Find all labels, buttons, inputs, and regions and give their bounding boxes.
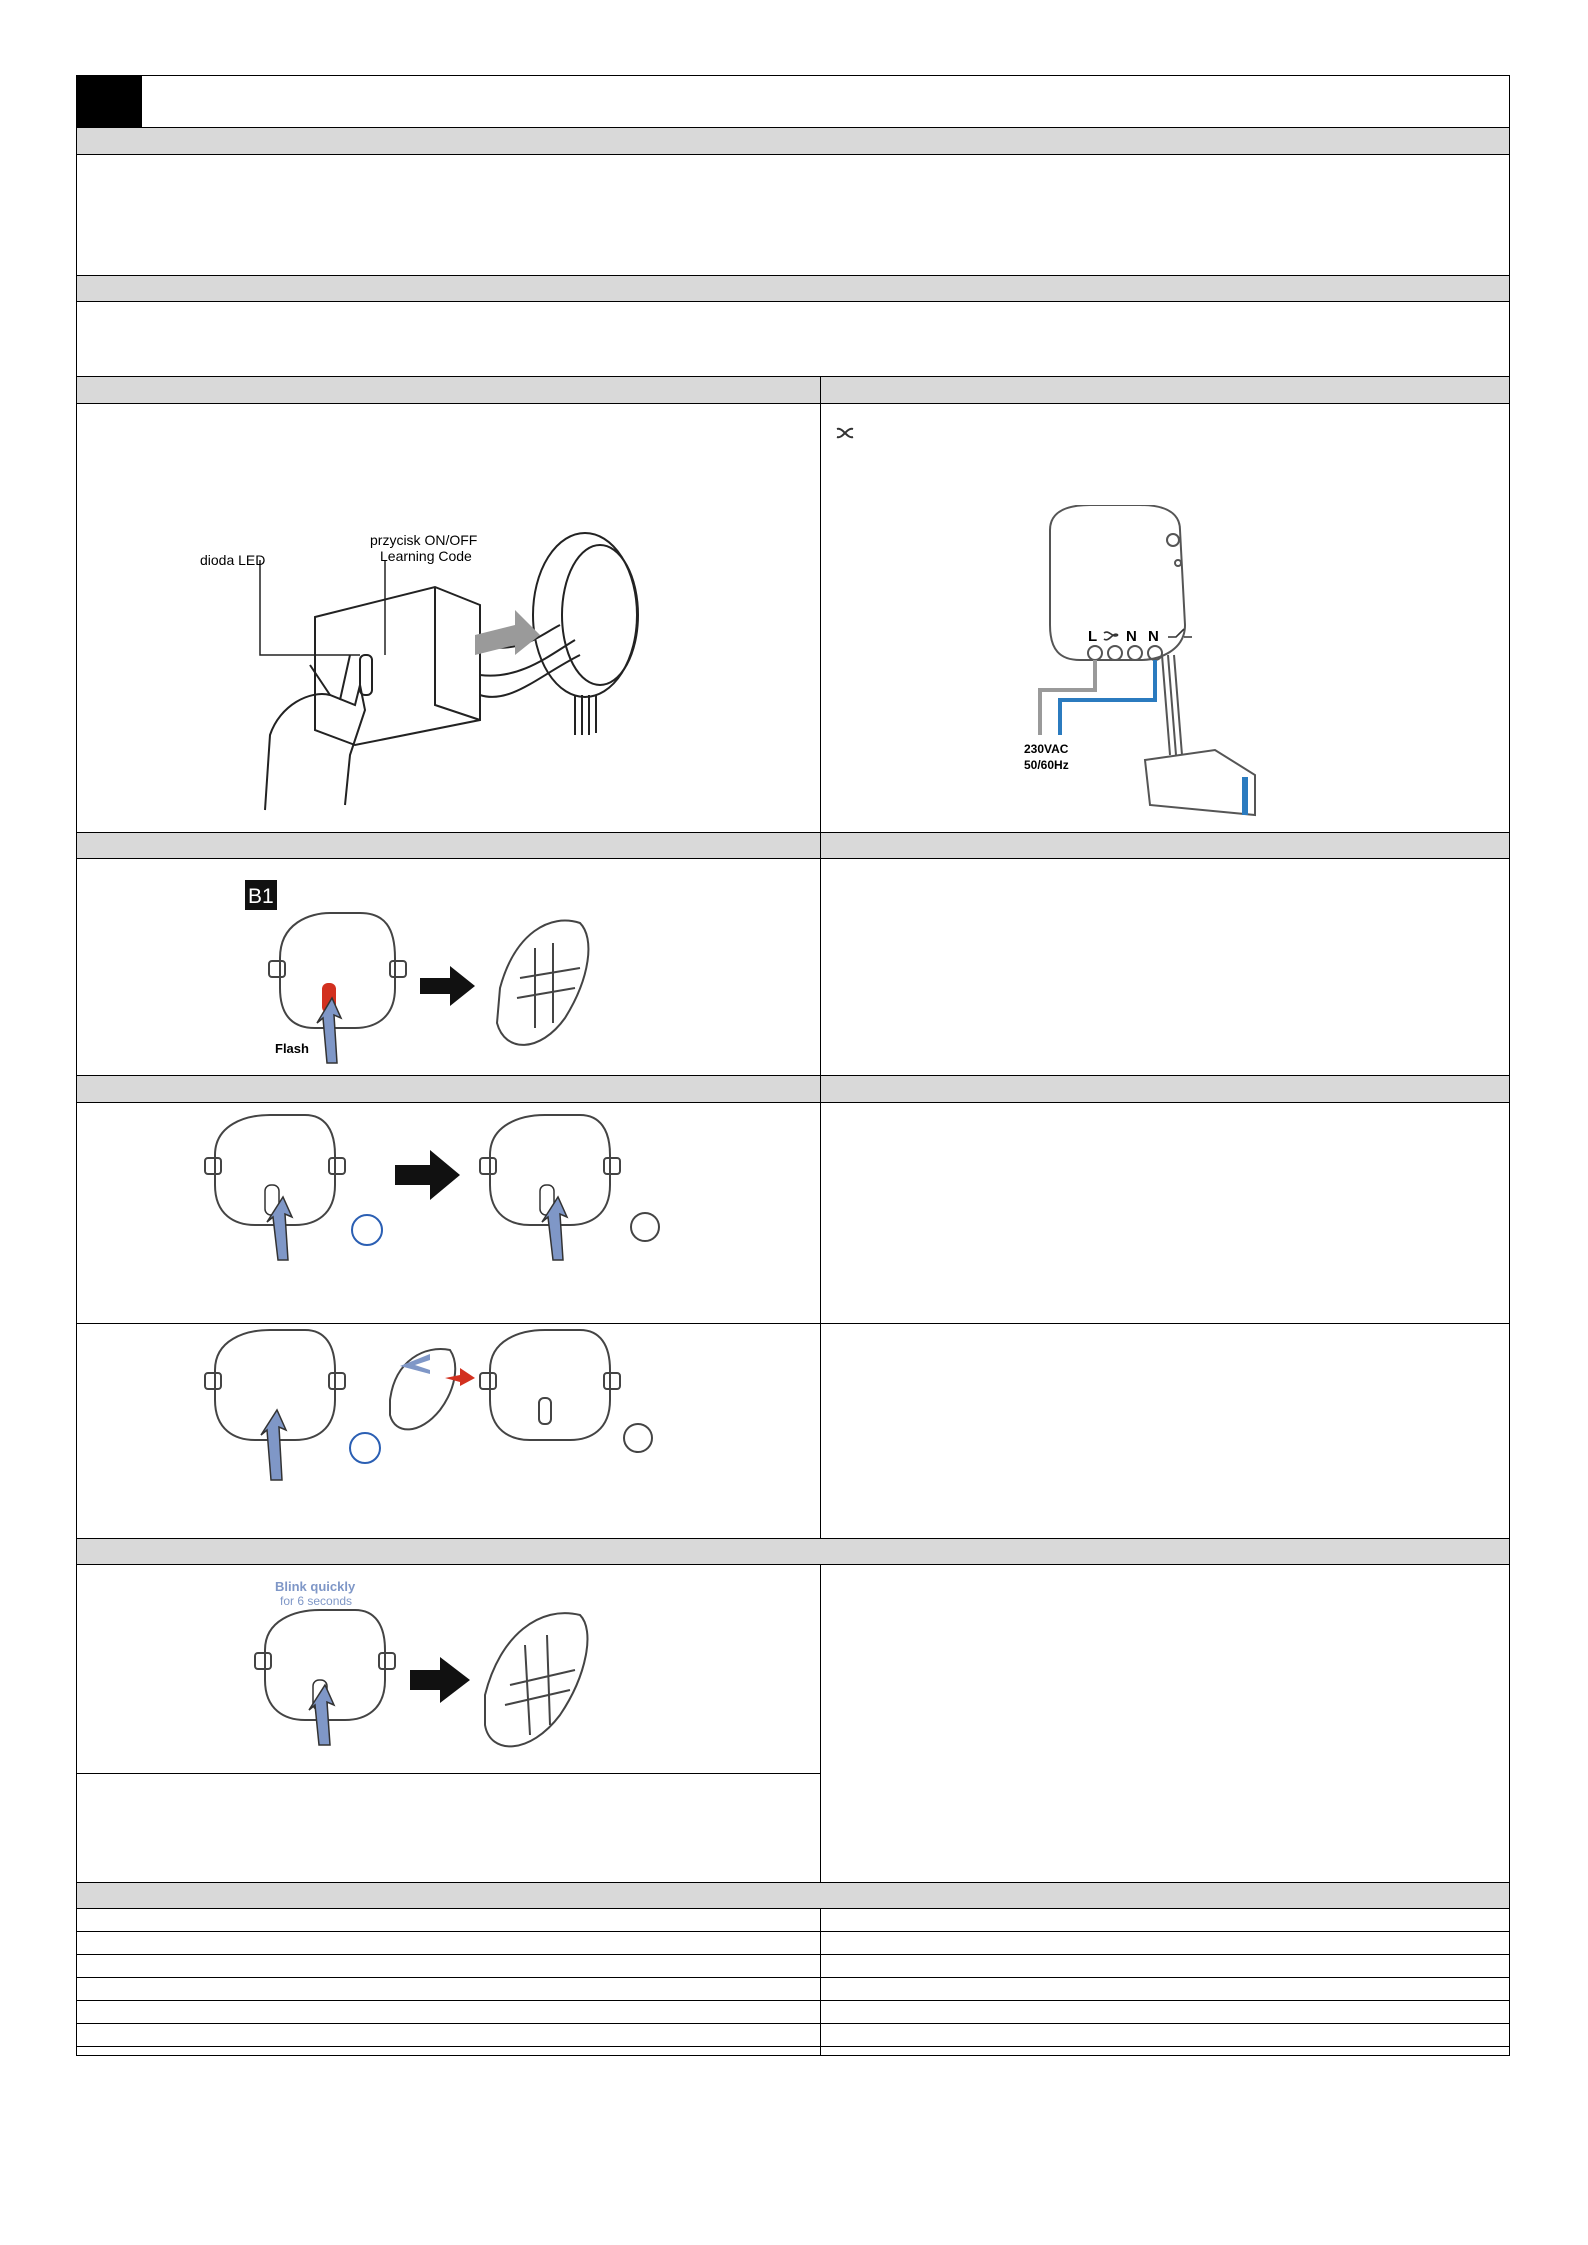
reset-figure	[235, 1575, 635, 1755]
button-label-line2: Learning Code	[380, 548, 472, 564]
blink-label-line2: for 6 seconds	[280, 1594, 353, 1608]
installation-figure	[180, 505, 650, 815]
flash-label: Flash	[275, 1041, 309, 1056]
section-band-3	[77, 376, 1509, 403]
section-band-7	[77, 1882, 1509, 1908]
corner-block	[76, 75, 142, 127]
voltage-line2: 50/60Hz	[1024, 758, 1069, 772]
voltage-line1: 230VAC	[1024, 742, 1069, 756]
onoff-figure	[195, 1105, 675, 1270]
remote-pair-figure	[195, 1320, 675, 1490]
section-band-6	[77, 1538, 1509, 1564]
fan-icon	[1104, 632, 1118, 640]
fan-icon	[835, 425, 855, 441]
section-band-1	[77, 128, 1509, 154]
blink-label-line1: Blink quickly	[275, 1579, 356, 1594]
wiring-figure	[1010, 505, 1280, 825]
terminal-L: L	[1088, 628, 1098, 645]
terminal-N1: N	[1126, 628, 1137, 645]
switch-icon	[1168, 629, 1192, 637]
step-badge: B1	[248, 885, 274, 908]
pairing-figure	[235, 878, 605, 1068]
button-label-line1: przycisk ON/OFF	[370, 532, 478, 548]
section-band-4	[77, 832, 1509, 858]
terminal-N2: N	[1148, 628, 1159, 645]
section-band-5	[77, 1075, 1509, 1102]
section-band-2	[77, 275, 1509, 301]
led-label: dioda LED	[200, 552, 266, 568]
